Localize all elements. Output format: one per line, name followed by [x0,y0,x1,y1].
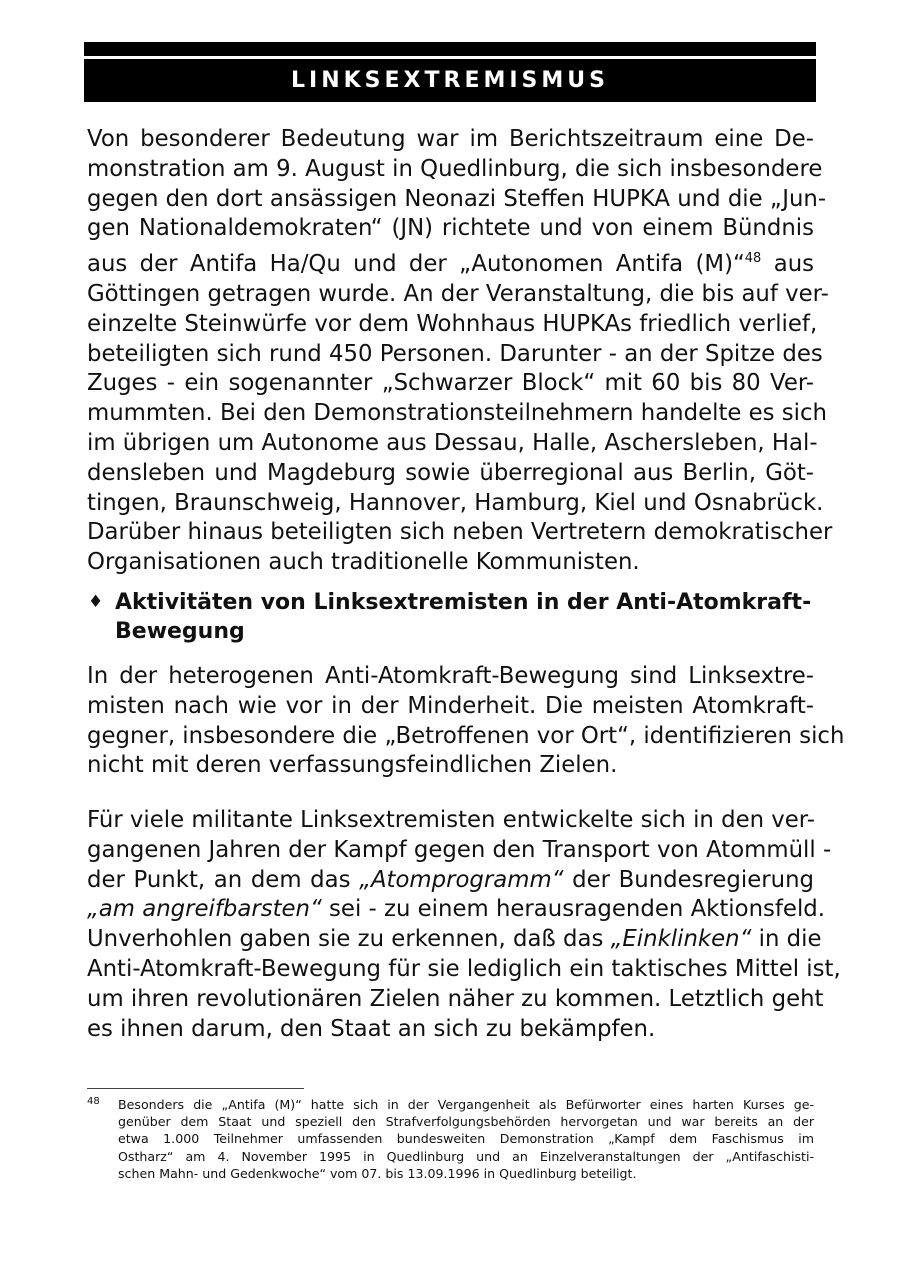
header-rule [84,42,816,56]
text-line: im übrigen um Autonome aus Dessau, Halle, Aschersleben, Hal- [87,429,818,456]
footnote-line: Besonders die „Antifa (M)“ hatte sich in der Vergangenheit als Befürworter eines harten Kurses ge- [118,1097,814,1112]
text-segment: Unverhohlen gaben sie zu erkennen, daß das [87,926,611,953]
text-line: Zuges - ein sogenannter „Schwarzer Block“ mit 60 bis 80 Ver- [87,370,814,397]
italic-quote: „Atomprogramm“ [359,866,564,893]
footnote [87,1096,814,1182]
diamond-bullet-icon: ♦ [88,592,104,612]
text-line: um ihren revolutionären Zielen näher zu kommen. Letztlich geht [87,985,824,1012]
text-line: nicht mit deren verfassungsfeindlichen Zielen. [87,752,618,779]
footnote-line: etwa 1.000 Teilnehmer umfassenden bundesweiten Demonstration „Kampf dem Faschismus im [118,1131,814,1147]
heading-line: Bewegung [115,619,245,644]
text-line: einzelte Steinwürfe vor dem Wohnhaus HUPKAs friedlich verlief, [87,310,818,337]
text-line: gegner, insbesondere die „Betroffenen vor Ort“, identifizieren sich [87,722,845,749]
italic-quote: „Einklinken“ [610,926,752,953]
heading-line: Aktivitäten von Linksextremisten in der Anti-Atomkraft- [115,590,812,615]
footnote-reference[interactable]: 48 [744,251,762,267]
text-segment: sei - zu einem herausragenden Aktionsfeld. [321,896,826,923]
text-line: Göttingen getragen wurde. An der Veranstaltung, die bis auf ver- [87,280,829,307]
text-line: beteiligten sich rund 450 Personen. Darunter - an der Spitze des [87,340,823,367]
footnote-line: schen Mahn- und Gedenkwoche“ vom 07. bis 13.09.1996 in Quedlinburg beteiligt. [118,1165,637,1181]
text-line [87,925,822,955]
text-segment: aus [773,251,815,278]
text-line: mummten. Bei den Demonstrationsteilnehmern handelte es sich [87,400,827,427]
text-line: misten nach wie vor in der Minderheit. Die meisten Atomkraft- [87,692,814,719]
text-line: Anti-Atomkraft-Bewegung für sie lediglich ein taktisches Mittel ist, [87,955,841,982]
text-line: gegen den dort ansässigen Neonazi Steffen HUPKA und die „Jun- [87,185,827,212]
section-heading [88,588,818,646]
page-header [84,59,816,102]
footnote-line: genüber dem Staat und speziell den Strafverfolgungsbehörden hervorgetan und war bereits an der [118,1114,814,1130]
footnote-line: Ostharz“ am 4. November 1995 in Quedlinburg und an Einzelveranstaltungen der „Antifaschisti- [118,1148,814,1164]
footnote-divider [87,1088,304,1089]
text-line: es ihnen darum, den Staat an sich zu bekämpfen. [87,1015,656,1042]
text-segment: der Bundesregierung [563,866,814,893]
footnote-text [118,1096,814,1182]
text-segment: der Punkt, an dem das [87,866,360,893]
text-line: gen Nationaldemokraten“ (JN) richtete und von einem Bündnis [87,215,814,242]
text-segment: in die [751,926,822,953]
italic-quote: „am angreifbarsten“ [87,896,322,923]
text-line [87,866,814,896]
footnote-number: 48 [87,1096,100,1107]
text-line: Von besonderer Bedeutung war im Berichtszeitraum eine De- [87,126,814,152]
text-line: densleben und Magdeburg sowie überregional aus Berlin, Göt- [87,459,814,486]
text-line: In der heterogenen Anti-Atomkraft-Bewegung sind Linksextre- [87,663,814,689]
paragraph-militant [87,806,841,1044]
text-line: gangenen Jahren der Kampf gegen den Transport von Atommüll - [87,836,832,863]
paragraph-demonstration [87,125,833,578]
text-segment: aus der Antifa Ha/Qu und der „Autonomen Antifa (M)“ [87,251,745,278]
text-line-with-footnote-ref [87,244,814,280]
text-line: Organisationen auch traditionelle Kommunisten. [87,549,640,576]
text-line: tingen, Braunschweig, Hannover, Hamburg, Kiel und Osnabrück. [87,489,824,516]
page-title: LINKSEXTREMISMUS [291,68,609,93]
text-line: Darüber hinaus beteiligten sich neben Vertretern demokratischer [87,519,833,546]
text-line: Für viele militante Linksextremisten entwickelte sich in den ver- [87,807,815,833]
paragraph-minority [87,662,845,781]
text-line [87,895,826,925]
text-line: monstration am 9. August in Quedlinburg, die sich insbesondere [87,155,823,182]
